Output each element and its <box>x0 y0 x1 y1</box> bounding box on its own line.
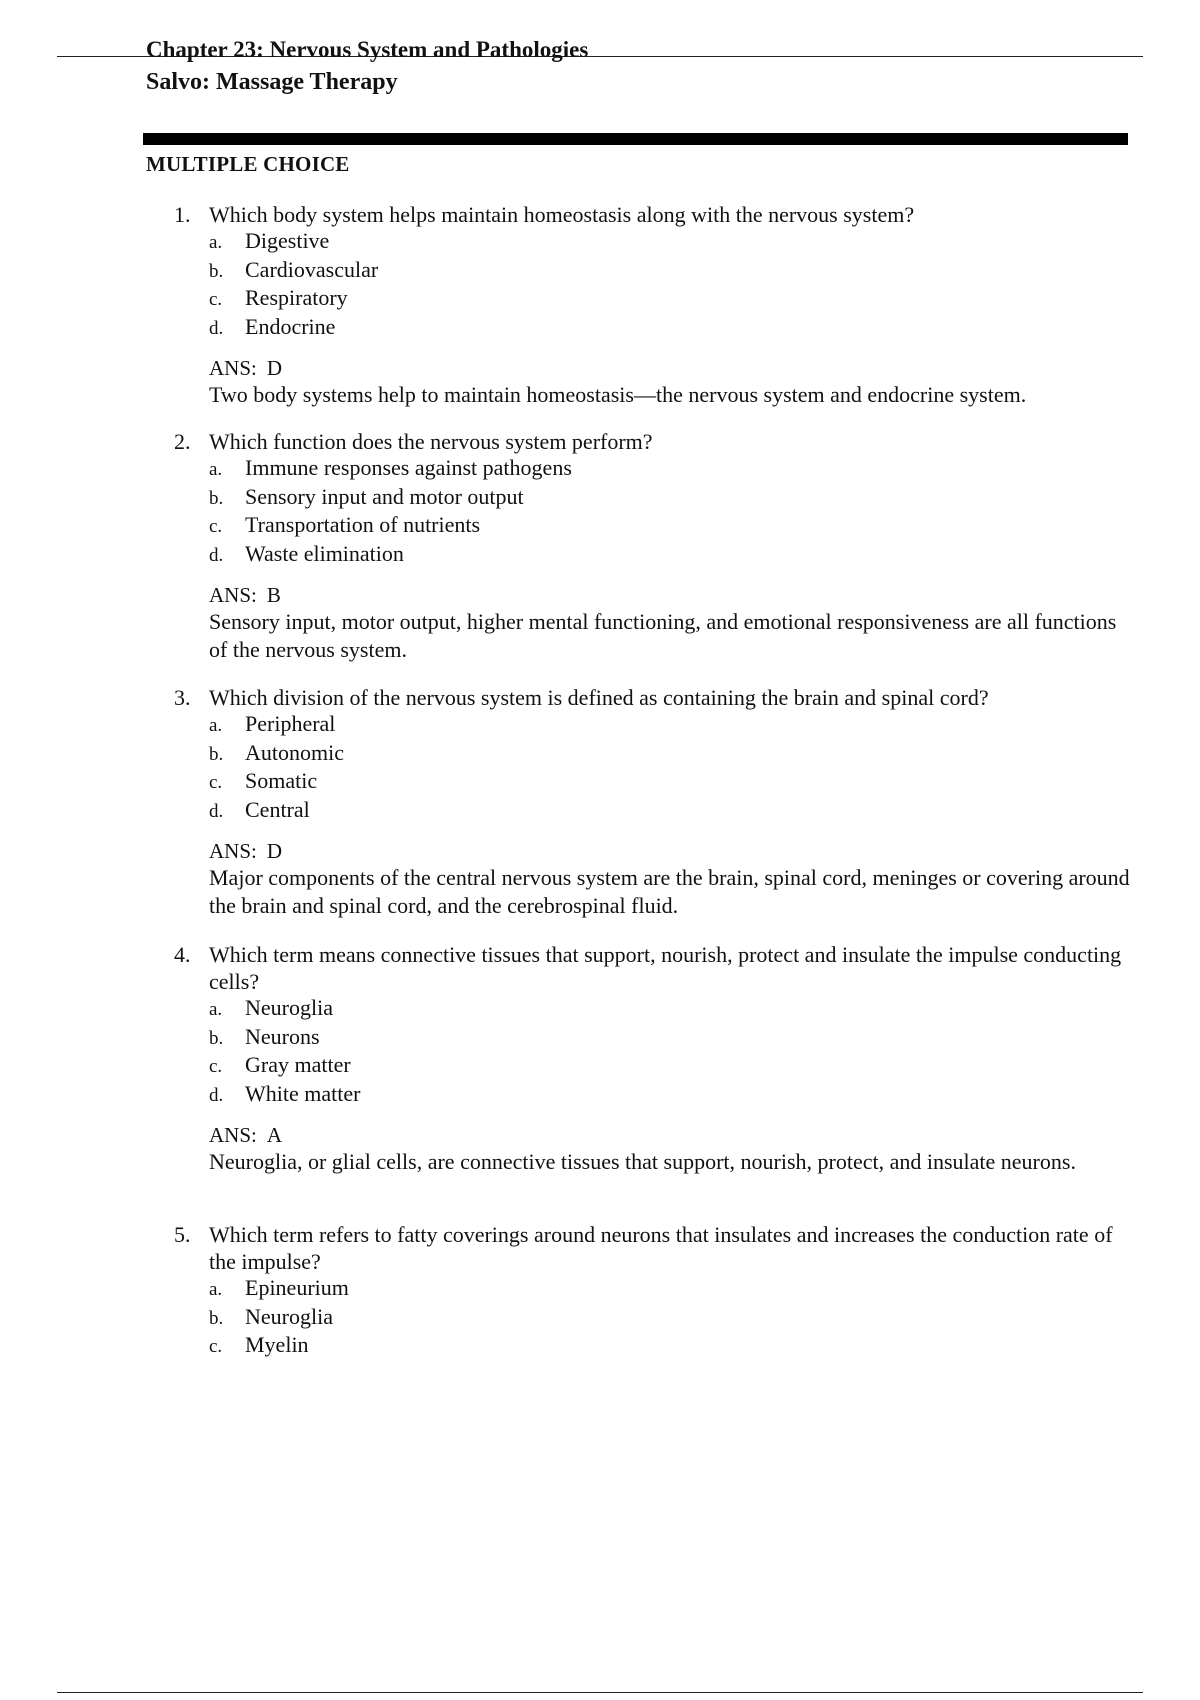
option-letter: a. <box>209 232 223 253</box>
option-text: Autonomic <box>245 739 344 765</box>
option-c <box>209 285 1134 314</box>
option-letter: b. <box>209 260 224 282</box>
option-a <box>209 228 1134 257</box>
option-letter: b. <box>209 1027 224 1049</box>
option-c <box>209 1332 1134 1361</box>
section-divider-bar <box>143 133 1128 145</box>
option-text: Epineurium <box>245 1275 349 1300</box>
option-text: Central <box>245 796 310 822</box>
option-letter: d. <box>209 800 224 822</box>
option-d <box>209 1081 1134 1110</box>
option-letter: b. <box>209 487 224 509</box>
option-text: Endocrine <box>245 313 336 339</box>
option-letter: a. <box>209 459 223 480</box>
option-text: Transportation of nutrients <box>245 512 481 537</box>
option-text: Gray matter <box>245 1052 351 1077</box>
option-text: Neuroglia <box>245 995 333 1020</box>
answer-letter: D <box>266 839 283 863</box>
option-text: Immune responses against pathogens <box>245 455 572 480</box>
question-text: Which term means connective tissues that support, nourish, protect and insulate the impulse conducting cells? <box>209 942 1122 994</box>
option-text: Digestive <box>245 228 330 253</box>
option-b <box>209 484 1134 513</box>
answer-label: ANS: <box>209 1123 257 1147</box>
question-text: Which term refers to fatty coverings around neurons that insulates and increases the conduction rate of the impulse? <box>209 1222 1113 1274</box>
answer-letter: B <box>266 583 281 607</box>
question-1 <box>174 201 1134 409</box>
option-letter: a. <box>209 1279 223 1300</box>
option-text: Waste elimination <box>245 540 404 566</box>
option-d <box>209 541 1134 570</box>
question-text: Which division of the nervous system is defined as containing the brain and spinal cord? <box>209 685 989 710</box>
question-number: 2. <box>174 429 191 454</box>
answer-rationale: Neuroglia, or glial cells, are connective tissues that support, nourish, protect, and insulate neurons. <box>209 1149 1076 1174</box>
option-a <box>209 1275 1134 1304</box>
option-letter: a. <box>209 999 223 1020</box>
question-text: Which body system helps maintain homeostasis along with the nervous system? <box>209 202 915 227</box>
option-b <box>209 1024 1134 1053</box>
answer-letter: D <box>266 356 283 380</box>
answer-letter: A <box>266 1123 283 1147</box>
answer-label: ANS: <box>209 839 257 863</box>
question-number: 3. <box>174 685 191 710</box>
option-letter: a. <box>209 715 223 736</box>
chapter-title: Chapter 23: Nervous System and Pathologies <box>146 37 589 62</box>
answer-rationale: Sensory input, motor output, higher mental functioning, and emotional responsiveness are all functions of the nervous system. <box>209 609 1117 662</box>
option-text: Respiratory <box>245 285 348 310</box>
option-b <box>209 1304 1134 1333</box>
option-letter: c. <box>209 1336 223 1357</box>
question-number: 5. <box>174 1222 191 1247</box>
option-b <box>209 740 1134 769</box>
answer-line <box>209 1122 1134 1148</box>
option-a <box>209 711 1134 740</box>
answer-line <box>209 582 1134 608</box>
option-c <box>209 1052 1134 1081</box>
question-number: 1. <box>174 202 191 227</box>
course-title: Salvo: Massage Therapy <box>146 69 398 95</box>
question-2 <box>174 428 1134 664</box>
option-text: Neurons <box>245 1023 320 1049</box>
option-a <box>209 995 1134 1024</box>
answer-label: ANS: <box>209 583 257 607</box>
option-b <box>209 257 1134 286</box>
option-a <box>209 455 1134 484</box>
option-d <box>209 797 1134 826</box>
question-3 <box>174 684 1134 920</box>
option-letter: c. <box>209 772 223 793</box>
section-title: MULTIPLE CHOICE <box>146 152 350 176</box>
question-number: 4. <box>174 942 191 967</box>
option-letter: c. <box>209 289 223 310</box>
option-d <box>209 314 1134 343</box>
option-letter: b. <box>209 1307 224 1329</box>
answer-line <box>209 355 1134 381</box>
option-c <box>209 512 1134 541</box>
question-text: Which function does the nervous system perform? <box>209 429 653 454</box>
option-text: Neuroglia <box>245 1303 333 1329</box>
answer-label: ANS: <box>209 356 257 380</box>
option-text: Myelin <box>245 1332 309 1357</box>
option-letter: c. <box>209 1056 223 1077</box>
option-text: Somatic <box>245 768 318 793</box>
answer-rationale: Two body systems help to maintain homeostasis—the nervous system and endocrine system. <box>209 382 1027 407</box>
option-text: Peripheral <box>245 711 336 736</box>
option-letter: d. <box>209 317 224 339</box>
option-letter: d. <box>209 1084 224 1106</box>
option-text: Cardiovascular <box>245 256 379 282</box>
answer-rationale: Major components of the central nervous system are the brain, spinal cord, meninges or covering around the brain and spinal cord, and the cerebrospinal fluid. <box>209 865 1130 918</box>
option-text: White matter <box>245 1080 361 1106</box>
question-5 <box>174 1221 1134 1361</box>
option-letter: c. <box>209 516 223 537</box>
option-c <box>209 768 1134 797</box>
footer-rule <box>57 1692 1143 1693</box>
question-4 <box>174 941 1134 1176</box>
option-letter: d. <box>209 544 224 566</box>
option-letter: b. <box>209 743 224 765</box>
document-header <box>146 36 588 97</box>
answer-line <box>209 838 1134 864</box>
option-text: Sensory input and motor output <box>245 483 524 509</box>
